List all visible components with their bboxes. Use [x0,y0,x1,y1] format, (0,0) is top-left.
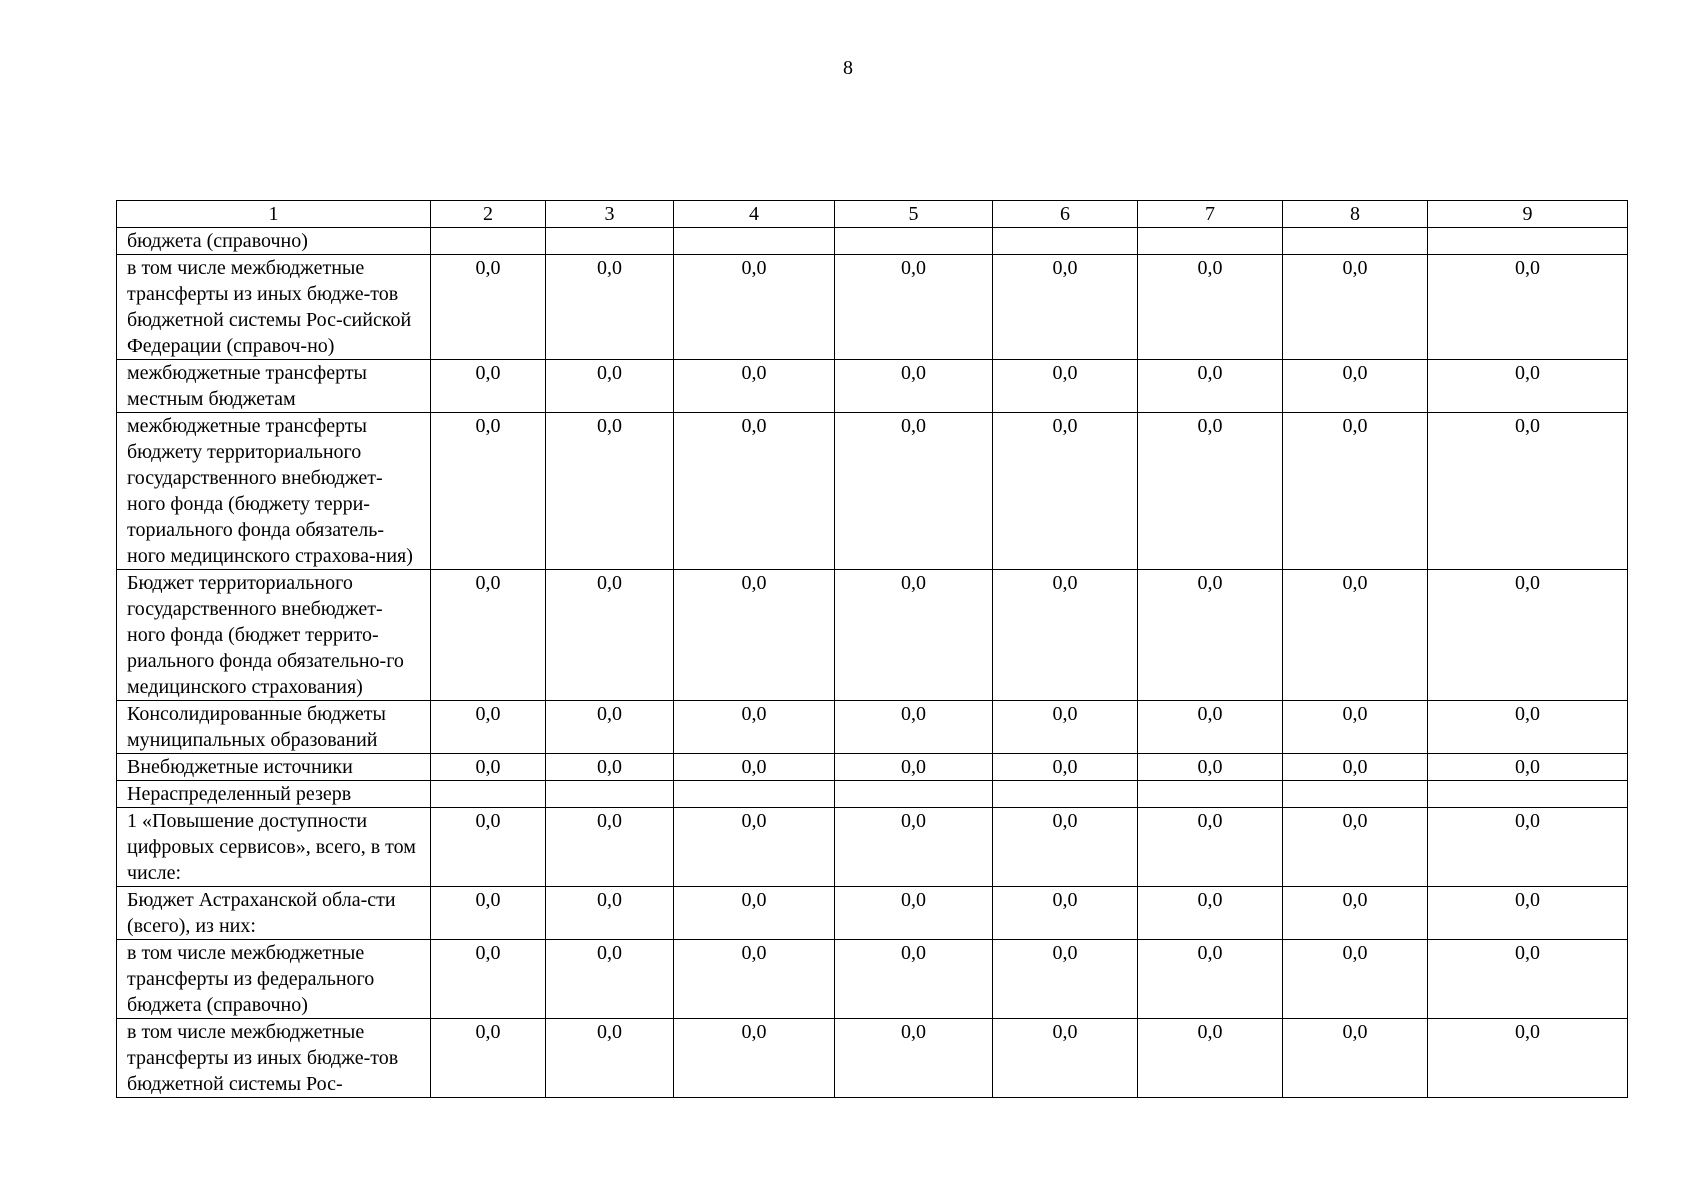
row-label: Бюджет Астраханской обла-сти (всего), из них: [117,887,431,940]
column-header: 3 [546,201,674,228]
table-cell: 0,0 [1138,1019,1283,1098]
table-row [117,228,1628,255]
table-cell: 0,0 [546,754,674,781]
table-row [117,701,1628,754]
table-cell [835,228,993,255]
row-label: в том числе межбюджетные трансферты из федерального бюджета (справочно) [117,940,431,1019]
table-cell: 0,0 [431,754,546,781]
table-cell: 0,0 [835,887,993,940]
table-cell: 0,0 [546,255,674,360]
table-cell: 0,0 [431,570,546,701]
row-label: межбюджетные трансферты местным бюджетам [117,360,431,413]
table-cell: 0,0 [993,570,1138,701]
table-cell: 0,0 [674,701,835,754]
table-cell: 0,0 [993,1019,1138,1098]
table-cell: 0,0 [431,887,546,940]
table-row [117,754,1628,781]
row-label: 1 «Повышение доступности цифровых сервисов», всего, в том числе: [117,808,431,887]
table-cell: 0,0 [1138,887,1283,940]
table-header-row [117,201,1628,228]
table-cell: 0,0 [674,754,835,781]
table-row [117,255,1628,360]
table-cell [674,781,835,808]
table-cell: 0,0 [674,940,835,1019]
table-cell [1283,781,1428,808]
table-cell [431,781,546,808]
column-header: 8 [1283,201,1428,228]
table-cell: 0,0 [546,940,674,1019]
table-cell: 0,0 [546,701,674,754]
table-cell: 0,0 [1283,255,1428,360]
table-cell: 0,0 [835,808,993,887]
table-cell: 0,0 [993,360,1138,413]
column-header: 2 [431,201,546,228]
table-cell: 0,0 [1138,808,1283,887]
table-cell: 0,0 [431,1019,546,1098]
table-row [117,360,1628,413]
table-cell: 0,0 [1428,701,1628,754]
table-cell [1138,781,1283,808]
table-cell: 0,0 [835,255,993,360]
table-cell: 0,0 [1283,360,1428,413]
table-cell [993,781,1138,808]
table-cell: 0,0 [431,808,546,887]
table-cell: 0,0 [1283,754,1428,781]
table-cell: 0,0 [835,940,993,1019]
table-cell: 0,0 [1428,570,1628,701]
table-cell: 0,0 [993,808,1138,887]
table-row [117,940,1628,1019]
table-cell: 0,0 [546,808,674,887]
column-header: 9 [1428,201,1628,228]
table-cell: 0,0 [1428,887,1628,940]
page-number: 8 [843,57,853,79]
table-cell: 0,0 [1283,940,1428,1019]
table-row [117,781,1628,808]
row-label: межбюджетные трансферты бюджету территориального государственного внебюджет-ного фонда (бюджету терри-ториального фонда обязатель-ного медицинского страхова-ния) [117,413,431,570]
row-label: бюджета (справочно) [117,228,431,255]
budget-table [116,200,1628,1098]
table-cell: 0,0 [546,360,674,413]
table-cell: 0,0 [1283,887,1428,940]
table-cell: 0,0 [431,255,546,360]
row-label: Консолидированные бюджеты муниципальных образований [117,701,431,754]
row-label: в том числе межбюджетные трансферты из иных бюдже-тов бюджетной системы Рос-сийской Федерации (справоч-но) [117,255,431,360]
table-cell: 0,0 [835,754,993,781]
table-cell: 0,0 [431,413,546,570]
table-cell [835,781,993,808]
table-cell: 0,0 [674,1019,835,1098]
table-cell [993,228,1138,255]
table-cell: 0,0 [674,808,835,887]
table-cell: 0,0 [546,1019,674,1098]
table-cell: 0,0 [1138,360,1283,413]
row-label: Бюджет территориального государственного внебюджет-ного фонда (бюджет террито-риального фонда обязательно-го медицинского страхования) [117,570,431,701]
table-cell: 0,0 [674,570,835,701]
column-header: 4 [674,201,835,228]
table-cell: 0,0 [546,887,674,940]
table-cell: 0,0 [674,887,835,940]
table-cell: 0,0 [431,360,546,413]
table-body [117,228,1628,1098]
column-header: 7 [1138,201,1283,228]
table-cell: 0,0 [1428,808,1628,887]
table-cell: 0,0 [993,754,1138,781]
table-cell: 0,0 [1283,413,1428,570]
table-cell: 0,0 [431,940,546,1019]
table-cell: 0,0 [1283,1019,1428,1098]
table-cell: 0,0 [1138,940,1283,1019]
table-cell [1428,228,1628,255]
table-cell: 0,0 [1283,808,1428,887]
column-header: 6 [993,201,1138,228]
table-cell: 0,0 [546,413,674,570]
table-row [117,413,1628,570]
table-cell: 0,0 [1138,754,1283,781]
table-row [117,808,1628,887]
table-cell: 0,0 [674,360,835,413]
table-cell: 0,0 [1138,701,1283,754]
table-cell: 0,0 [1138,570,1283,701]
table-cell [431,228,546,255]
table-cell [546,781,674,808]
table-cell: 0,0 [1428,1019,1628,1098]
table-cell: 0,0 [835,360,993,413]
table-cell: 0,0 [674,413,835,570]
row-label: Внебюджетные источники [117,754,431,781]
table-row [117,570,1628,701]
table-cell: 0,0 [835,701,993,754]
table-cell [1428,781,1628,808]
table-cell: 0,0 [835,413,993,570]
table-cell: 0,0 [1428,940,1628,1019]
table-cell: 0,0 [546,570,674,701]
table-cell: 0,0 [1428,360,1628,413]
column-header: 1 [117,201,431,228]
table-cell: 0,0 [835,570,993,701]
table-cell [546,228,674,255]
table-cell: 0,0 [1138,413,1283,570]
table-cell: 0,0 [993,255,1138,360]
table-cell: 0,0 [993,887,1138,940]
table-cell: 0,0 [1428,413,1628,570]
table-cell [674,228,835,255]
table-cell: 0,0 [431,701,546,754]
column-header: 5 [835,201,993,228]
table-cell: 0,0 [993,701,1138,754]
table-row [117,887,1628,940]
table-cell: 0,0 [835,1019,993,1098]
table-cell: 0,0 [1283,701,1428,754]
table-cell [1283,228,1428,255]
table-cell: 0,0 [1428,255,1628,360]
table-cell: 0,0 [1138,255,1283,360]
table-cell [1138,228,1283,255]
table-cell: 0,0 [674,255,835,360]
table-cell: 0,0 [1428,754,1628,781]
row-label: в том числе межбюджетные трансферты из иных бюдже-тов бюджетной системы Рос- [117,1019,431,1098]
table-cell: 0,0 [993,413,1138,570]
table-cell: 0,0 [1283,570,1428,701]
row-label: Нераспределенный резерв [117,781,431,808]
table-cell: 0,0 [993,940,1138,1019]
table-row [117,1019,1628,1098]
